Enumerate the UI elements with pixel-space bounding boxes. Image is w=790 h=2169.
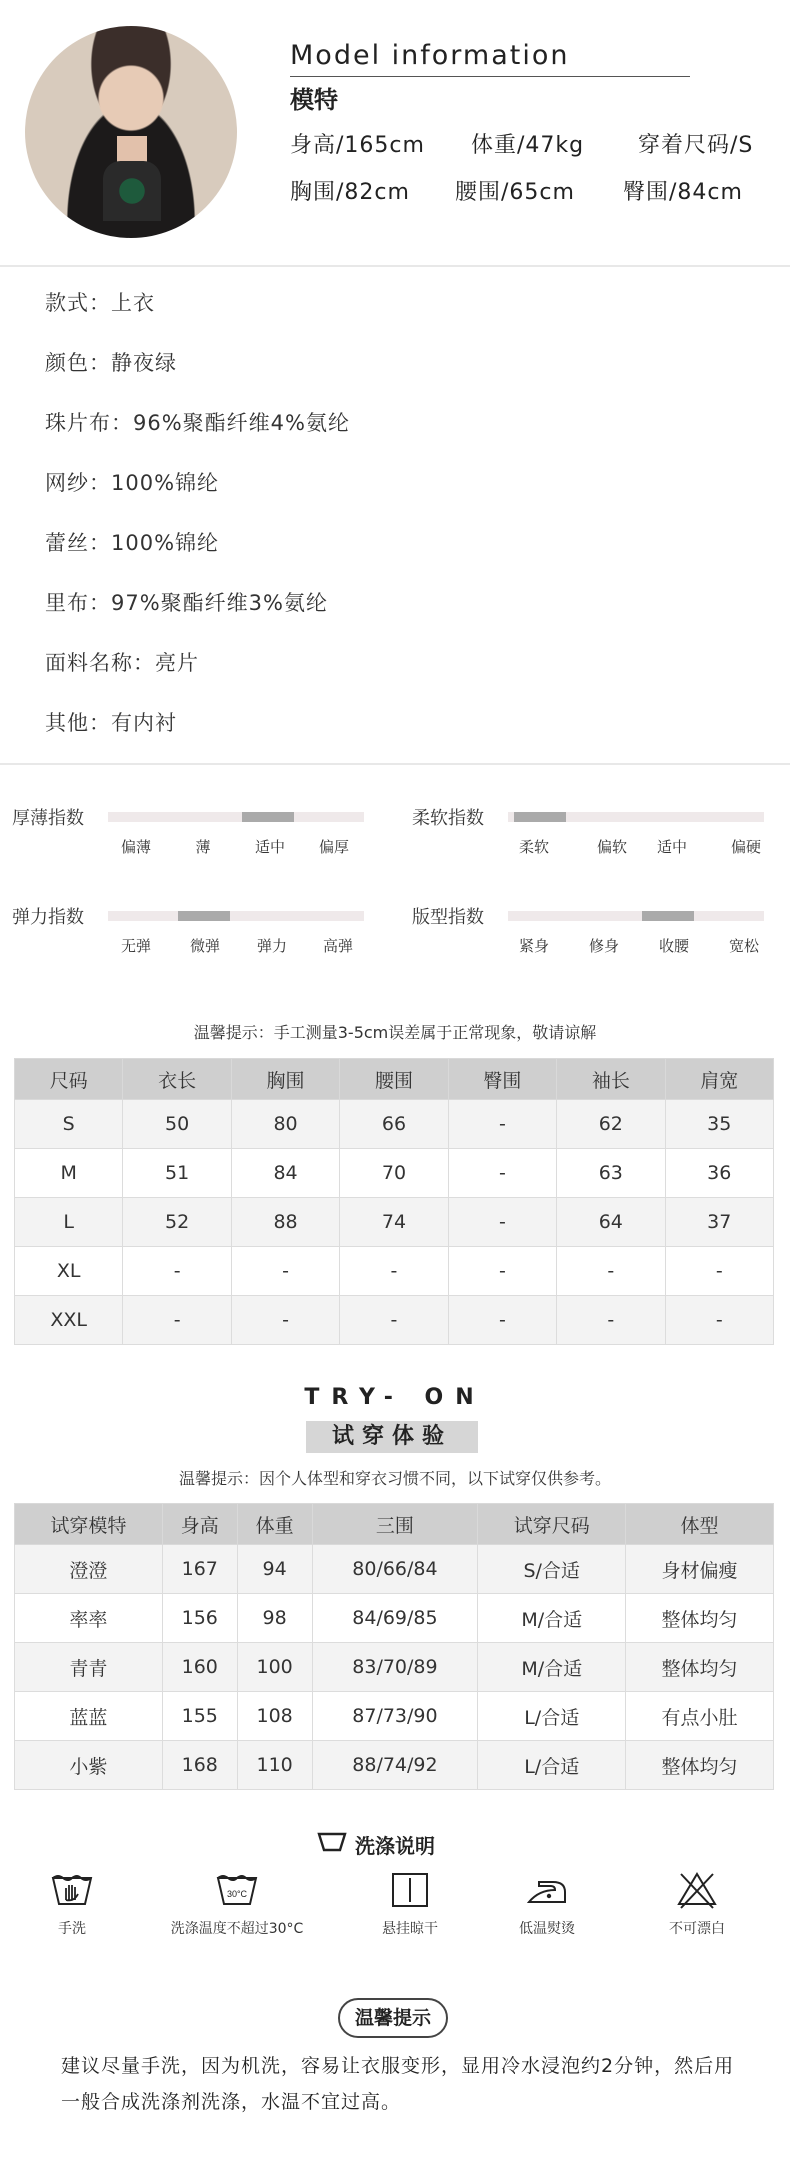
table-cell: - <box>231 1247 339 1296</box>
table-cell: - <box>557 1296 665 1345</box>
column-header: 体重 <box>237 1504 312 1545</box>
index-option: 无弹 <box>120 937 152 955</box>
table-cell: 160 <box>162 1643 237 1692</box>
index-elasticity <box>12 903 402 993</box>
index-option: 偏厚 <box>318 838 350 856</box>
column-header: 袖长 <box>557 1059 665 1100</box>
attribute-lace: 蕾丝：100%锦纶 <box>45 531 220 555</box>
table-cell: 64 <box>557 1198 665 1247</box>
table-cell: 37 <box>665 1198 773 1247</box>
table-row <box>15 1643 774 1692</box>
column-header: 尺码 <box>15 1059 123 1100</box>
model-info-title: Model information <box>290 40 570 71</box>
index-softness <box>412 804 790 894</box>
column-header: 臀围 <box>448 1059 556 1100</box>
table-cell: 62 <box>557 1100 665 1149</box>
index-label: 柔软指数 <box>412 808 484 829</box>
table-cell: 110 <box>237 1741 312 1790</box>
table-cell: 108 <box>237 1692 312 1741</box>
table-cell: M <box>15 1149 123 1198</box>
table-cell: 74 <box>340 1198 448 1247</box>
model-size: 穿着尺码/S <box>638 133 754 158</box>
index-option: 偏薄 <box>120 838 152 856</box>
column-header: 衣长 <box>123 1059 231 1100</box>
model-bust: 胸围/82cm <box>290 180 410 205</box>
index-track <box>108 911 364 921</box>
model-info-subtitle: 模特 <box>290 86 338 114</box>
table-cell: 有点小肚 <box>626 1692 774 1741</box>
table-cell: M/合适 <box>478 1643 626 1692</box>
table-cell: 88/74/92 <box>312 1741 478 1790</box>
table-cell: - <box>557 1247 665 1296</box>
wash-title: 洗涤说明 <box>355 1833 435 1858</box>
wash-item-hang-dry <box>330 1870 490 1938</box>
index-option: 柔软 <box>518 838 550 856</box>
table-cell: S <box>15 1100 123 1149</box>
index-fill <box>514 812 565 822</box>
wash-item-temperature <box>157 1870 317 1938</box>
table-cell: - <box>448 1296 556 1345</box>
divider <box>0 763 790 765</box>
index-fit <box>412 903 790 993</box>
wash-item-hand-wash <box>0 1870 152 1938</box>
index-track <box>508 911 764 921</box>
table-cell: 身材偏瘦 <box>626 1545 774 1594</box>
wash-temperature-text: 30°C <box>226 1889 248 1899</box>
wash-item-label: 洗涤温度不超过30°C <box>170 1921 304 1937</box>
column-header: 试穿尺码 <box>478 1504 626 1545</box>
table-cell: 83/70/89 <box>312 1643 478 1692</box>
attribute-sequin-fabric: 珠片布：96%聚酯纤维4%氨纶 <box>45 411 350 435</box>
table-row <box>15 1247 774 1296</box>
hand-wash-icon <box>0 1870 152 1910</box>
table-cell: 167 <box>162 1545 237 1594</box>
index-option: 微弹 <box>189 937 221 955</box>
table-cell: 168 <box>162 1741 237 1790</box>
tryon-title-en: TRY- ON <box>304 1385 486 1410</box>
index-thickness <box>12 804 402 894</box>
table-cell: 51 <box>123 1149 231 1198</box>
table-row <box>15 1100 774 1149</box>
table-cell: 80 <box>231 1100 339 1149</box>
tryon-table <box>14 1503 774 1790</box>
table-cell: L/合适 <box>478 1692 626 1741</box>
wash-item-label: 悬挂晾干 <box>382 1921 438 1937</box>
table-row <box>15 1545 774 1594</box>
no-bleach-icon <box>617 1870 777 1910</box>
table-cell: - <box>448 1198 556 1247</box>
attribute-list <box>45 283 350 763</box>
wash-header <box>317 1829 435 1859</box>
divider <box>0 265 790 267</box>
table-cell: 156 <box>162 1594 237 1643</box>
table-cell: 63 <box>557 1149 665 1198</box>
avatar-collar <box>103 161 161 221</box>
size-table-header <box>15 1059 774 1100</box>
table-cell: 87/73/90 <box>312 1692 478 1741</box>
table-cell: 青青 <box>15 1643 163 1692</box>
column-header: 身高 <box>162 1504 237 1545</box>
table-cell: 70 <box>340 1149 448 1198</box>
table-cell: 98 <box>237 1594 312 1643</box>
index-fill <box>642 911 693 921</box>
table-row <box>15 1594 774 1643</box>
low-iron-icon <box>467 1870 627 1910</box>
column-header: 胸围 <box>231 1059 339 1100</box>
table-cell: 80/66/84 <box>312 1545 478 1594</box>
attribute-mesh: 网纱：100%锦纶 <box>45 471 220 495</box>
notice-text: 建议尽量手洗，因为机洗，容易让衣服变形，显用冷水浸泡约2分钟，然后用一般合成洗涤剂洗涤，水温不宜过高。 <box>61 2055 735 2113</box>
wash-temperature-icon <box>157 1870 317 1910</box>
index-option: 宽松 <box>728 937 760 955</box>
index-option: 适中 <box>254 838 286 856</box>
tryon-table-header <box>15 1504 774 1545</box>
table-cell: - <box>448 1149 556 1198</box>
index-label: 厚薄指数 <box>12 808 84 829</box>
table-cell: - <box>665 1247 773 1296</box>
table-cell: - <box>340 1296 448 1345</box>
wash-item-low-iron <box>467 1870 627 1938</box>
table-cell: 84 <box>231 1149 339 1198</box>
table-cell: 100 <box>237 1643 312 1692</box>
table-cell: - <box>231 1296 339 1345</box>
index-label: 弹力指数 <box>12 907 84 928</box>
column-header: 试穿模特 <box>15 1504 163 1545</box>
table-cell: - <box>448 1247 556 1296</box>
table-cell: L <box>15 1198 123 1247</box>
attribute-style: 款式：上衣 <box>45 291 155 315</box>
table-cell: 52 <box>123 1198 231 1247</box>
attribute-other: 其他：有内衬 <box>45 711 177 735</box>
column-header: 肩宽 <box>665 1059 773 1100</box>
model-hip: 臀围/84cm <box>623 180 743 205</box>
hang-dry-icon <box>330 1870 490 1910</box>
attribute-color: 颜色：静夜绿 <box>45 351 177 375</box>
index-option: 弹力 <box>256 937 288 955</box>
wash-item-no-bleach <box>617 1870 777 1938</box>
table-cell: 蓝蓝 <box>15 1692 163 1741</box>
index-option: 适中 <box>656 838 688 856</box>
table-cell: 94 <box>237 1545 312 1594</box>
table-cell: - <box>665 1296 773 1345</box>
index-option: 修身 <box>588 937 620 955</box>
table-cell: 84/69/85 <box>312 1594 478 1643</box>
index-fill <box>242 812 293 822</box>
attribute-fabric-name: 面料名称：亮片 <box>45 651 199 675</box>
table-cell: 整体均匀 <box>626 1594 774 1643</box>
model-waist: 腰围/65cm <box>455 180 575 205</box>
index-option: 收腰 <box>658 937 690 955</box>
column-header: 体型 <box>626 1504 774 1545</box>
table-row <box>15 1149 774 1198</box>
table-cell: 小紫 <box>15 1741 163 1790</box>
column-header: 腰围 <box>340 1059 448 1100</box>
model-weight: 体重/47kg <box>471 133 585 158</box>
basin-icon <box>317 1831 347 1857</box>
table-cell: 50 <box>123 1100 231 1149</box>
model-height: 身高/165cm <box>290 133 425 158</box>
attribute-lining: 里布：97%聚酯纤维3%氨纶 <box>45 591 328 615</box>
table-cell: - <box>340 1247 448 1296</box>
table-cell: 35 <box>665 1100 773 1149</box>
table-cell: L/合适 <box>478 1741 626 1790</box>
tryon-title-cn: 试穿体验 <box>306 1421 478 1453</box>
table-cell: 66 <box>340 1100 448 1149</box>
index-option: 薄 <box>195 838 211 856</box>
model-info-section <box>0 0 790 266</box>
table-cell: - <box>123 1296 231 1345</box>
size-table <box>14 1058 774 1345</box>
index-option: 高弹 <box>322 937 354 955</box>
index-option: 偏软 <box>596 838 628 856</box>
table-cell: XXL <box>15 1296 123 1345</box>
size-table-tip: 温馨提示：手工测量3-5cm误差属于正常现象，敬请谅解 <box>193 1023 597 1042</box>
model-avatar <box>25 26 237 238</box>
table-cell: 澄澄 <box>15 1545 163 1594</box>
index-option: 偏硬 <box>730 838 762 856</box>
index-label: 版型指数 <box>412 907 484 928</box>
table-cell: 155 <box>162 1692 237 1741</box>
index-option: 紧身 <box>518 937 550 955</box>
table-cell: XL <box>15 1247 123 1296</box>
table-cell: S/合适 <box>478 1545 626 1594</box>
title-underline <box>290 76 690 77</box>
index-track <box>108 812 364 822</box>
column-header: 三围 <box>312 1504 478 1545</box>
table-cell: 88 <box>231 1198 339 1247</box>
table-cell: - <box>448 1100 556 1149</box>
index-track <box>508 812 764 822</box>
table-cell: M/合适 <box>478 1594 626 1643</box>
table-cell: - <box>123 1247 231 1296</box>
index-fill <box>178 911 229 921</box>
table-row <box>15 1198 774 1247</box>
table-row <box>15 1692 774 1741</box>
wash-item-label: 不可漂白 <box>669 1921 725 1937</box>
table-cell: 率率 <box>15 1594 163 1643</box>
wash-item-label: 低温熨烫 <box>519 1921 575 1937</box>
table-cell: 整体均匀 <box>626 1741 774 1790</box>
wash-item-label: 手洗 <box>58 1921 86 1937</box>
tryon-tip: 温馨提示：因个人体型和穿衣习惯不同，以下试穿仅供参考。 <box>178 1469 611 1488</box>
table-cell: 36 <box>665 1149 773 1198</box>
table-row <box>15 1741 774 1790</box>
table-cell: 整体均匀 <box>626 1643 774 1692</box>
notice-title: 温馨提示 <box>338 1998 448 2038</box>
table-row <box>15 1296 774 1345</box>
